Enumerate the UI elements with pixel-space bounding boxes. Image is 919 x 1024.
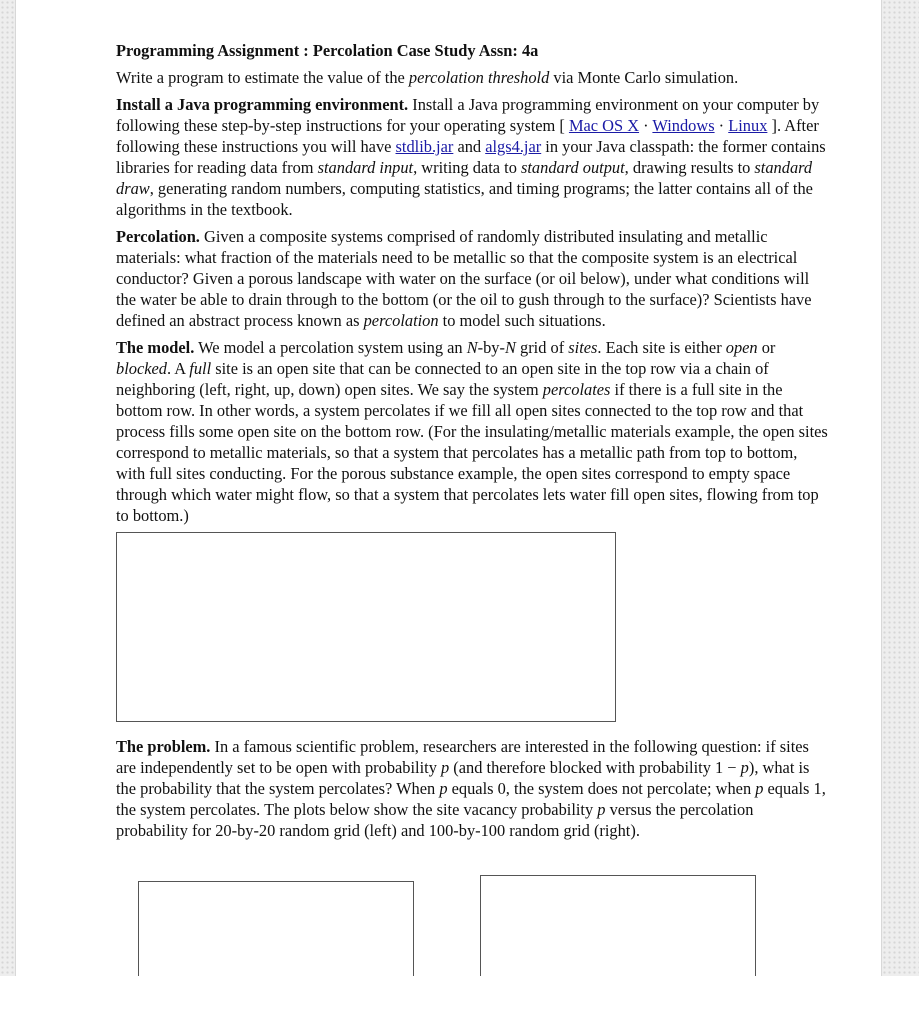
problem-term: p xyxy=(740,758,749,777)
left-page-border xyxy=(0,0,16,976)
problem-term: p xyxy=(441,758,450,777)
model-text: -by- xyxy=(477,338,505,357)
problem-heading: The problem. xyxy=(116,737,211,756)
problem-term: p xyxy=(597,800,606,819)
problem-text: In a famous scientific problem, researchers are interested in the following question: if sites are independently set to be open with probability xyxy=(116,737,809,777)
intro-text-end: via Monte Carlo simulation. xyxy=(549,68,739,87)
page-title: Programming Assignment : Percolation Case Study Assn: 4a xyxy=(116,41,539,60)
model-term: blocked xyxy=(116,359,167,378)
install-paragraph xyxy=(116,94,828,220)
model-term: full xyxy=(189,359,212,378)
stdlib-jar-link[interactable]: stdlib.jar xyxy=(395,137,454,156)
problem-text: equals 0, the system does not percolate; when xyxy=(447,779,756,798)
model-text: . Each site is either xyxy=(597,338,726,357)
install-term: standard input xyxy=(317,158,414,177)
link-separator: · xyxy=(639,116,653,135)
plot-20-by-20 xyxy=(138,881,414,991)
problem-paragraph xyxy=(116,736,828,841)
model-text: We model a percolation system using an xyxy=(194,338,467,357)
problem-term: p xyxy=(755,779,764,798)
algs4-jar-link[interactable]: algs4.jar xyxy=(485,137,542,156)
assignment-document xyxy=(116,40,828,847)
install-text: and xyxy=(453,137,486,156)
linux-link[interactable]: Linux xyxy=(728,116,768,135)
problem-text: (and therefore blocked with probability 1 − xyxy=(449,758,741,777)
model-term: N xyxy=(466,338,478,357)
model-heading: The model. xyxy=(116,338,195,357)
model-term: N xyxy=(504,338,516,357)
model-term: percolates xyxy=(542,380,611,399)
percolation-model-figure xyxy=(116,532,616,722)
intro-term: percolation threshold xyxy=(408,68,550,87)
mac-os-x-link[interactable]: Mac OS X xyxy=(568,116,640,135)
model-text: site is an open site that can be connected to an open site in the top row via a chain of neighboring (left, right, up, down) open sites. We say the system xyxy=(116,359,769,399)
problem-text: equals 1, the system percolates. The plots below show the site vacancy probability xyxy=(116,779,826,819)
percolation-text: Given a composite systems comprised of randomly distributed insulating and metallic materials: what fraction of the materials need to be metallic so that the composite system is an electrical conductor? Given a porous landscape with water on the surface (or oil below), under what conditions will the water be able to drain through to the bottom (or the oil to gush through to the surface)? Scientists have defined an abstract process known as xyxy=(116,227,812,330)
right-page-border xyxy=(881,0,919,976)
plot-100-by-100 xyxy=(480,875,756,991)
percolation-term: percolation xyxy=(363,311,439,330)
link-separator: · xyxy=(714,116,729,135)
install-text: , drawing results to xyxy=(624,158,755,177)
model-text: or xyxy=(757,338,776,357)
model-term: open xyxy=(725,338,758,357)
model-paragraph xyxy=(116,337,828,526)
install-heading: Install a Java programming environment. xyxy=(116,95,409,114)
model-text: . A xyxy=(166,359,190,378)
model-text: if there is a full site in the bottom row. In other words, a system percolates if we fill all open sites connected to the top row and that process fills some open site on the bottom row. (For the insulating/metallic materials example, the open sites correspond to metallic materials, so that a system that percolates has a metallic path from top to bottom, with full sites conducting. For the porous substance example, the open sites correspond to empty space through which water might flow, so that a system that percolates lets water fill open sites, flowing from top to bottom.) xyxy=(116,380,828,525)
install-text: ]. After following these instructions you will have xyxy=(116,116,819,156)
install-text: in your Java classpath: the former contains libraries for reading data from xyxy=(116,137,826,177)
bottom-margin xyxy=(0,976,919,1024)
problem-text: versus the percolation probability for 20-by-20 random grid (left) and 100-by-100 random grid (right). xyxy=(116,800,754,840)
percolation-text: to model such situations. xyxy=(438,311,606,330)
percolation-paragraph xyxy=(116,226,828,331)
install-term: standard draw xyxy=(116,158,813,198)
install-text: , generating random numbers, computing statistics, and timing programs; the latter contains all of the algorithms in the textbook. xyxy=(116,179,813,219)
install-text: Install a Java programming environment on your computer by following these step-by-step instructions for your operating system [ xyxy=(116,95,820,135)
windows-link[interactable]: Windows xyxy=(652,116,715,135)
install-term: standard output xyxy=(521,158,625,177)
install-text: , writing data to xyxy=(413,158,521,177)
percolation-heading: Percolation. xyxy=(116,227,200,246)
model-term: sites xyxy=(568,338,598,357)
model-text: grid of xyxy=(515,338,569,357)
intro-paragraph xyxy=(116,67,828,88)
problem-term: p xyxy=(439,779,448,798)
problem-text: ), what is the probability that the system percolates? When xyxy=(116,758,810,798)
intro-text: Write a program to estimate the value of the xyxy=(116,68,409,87)
